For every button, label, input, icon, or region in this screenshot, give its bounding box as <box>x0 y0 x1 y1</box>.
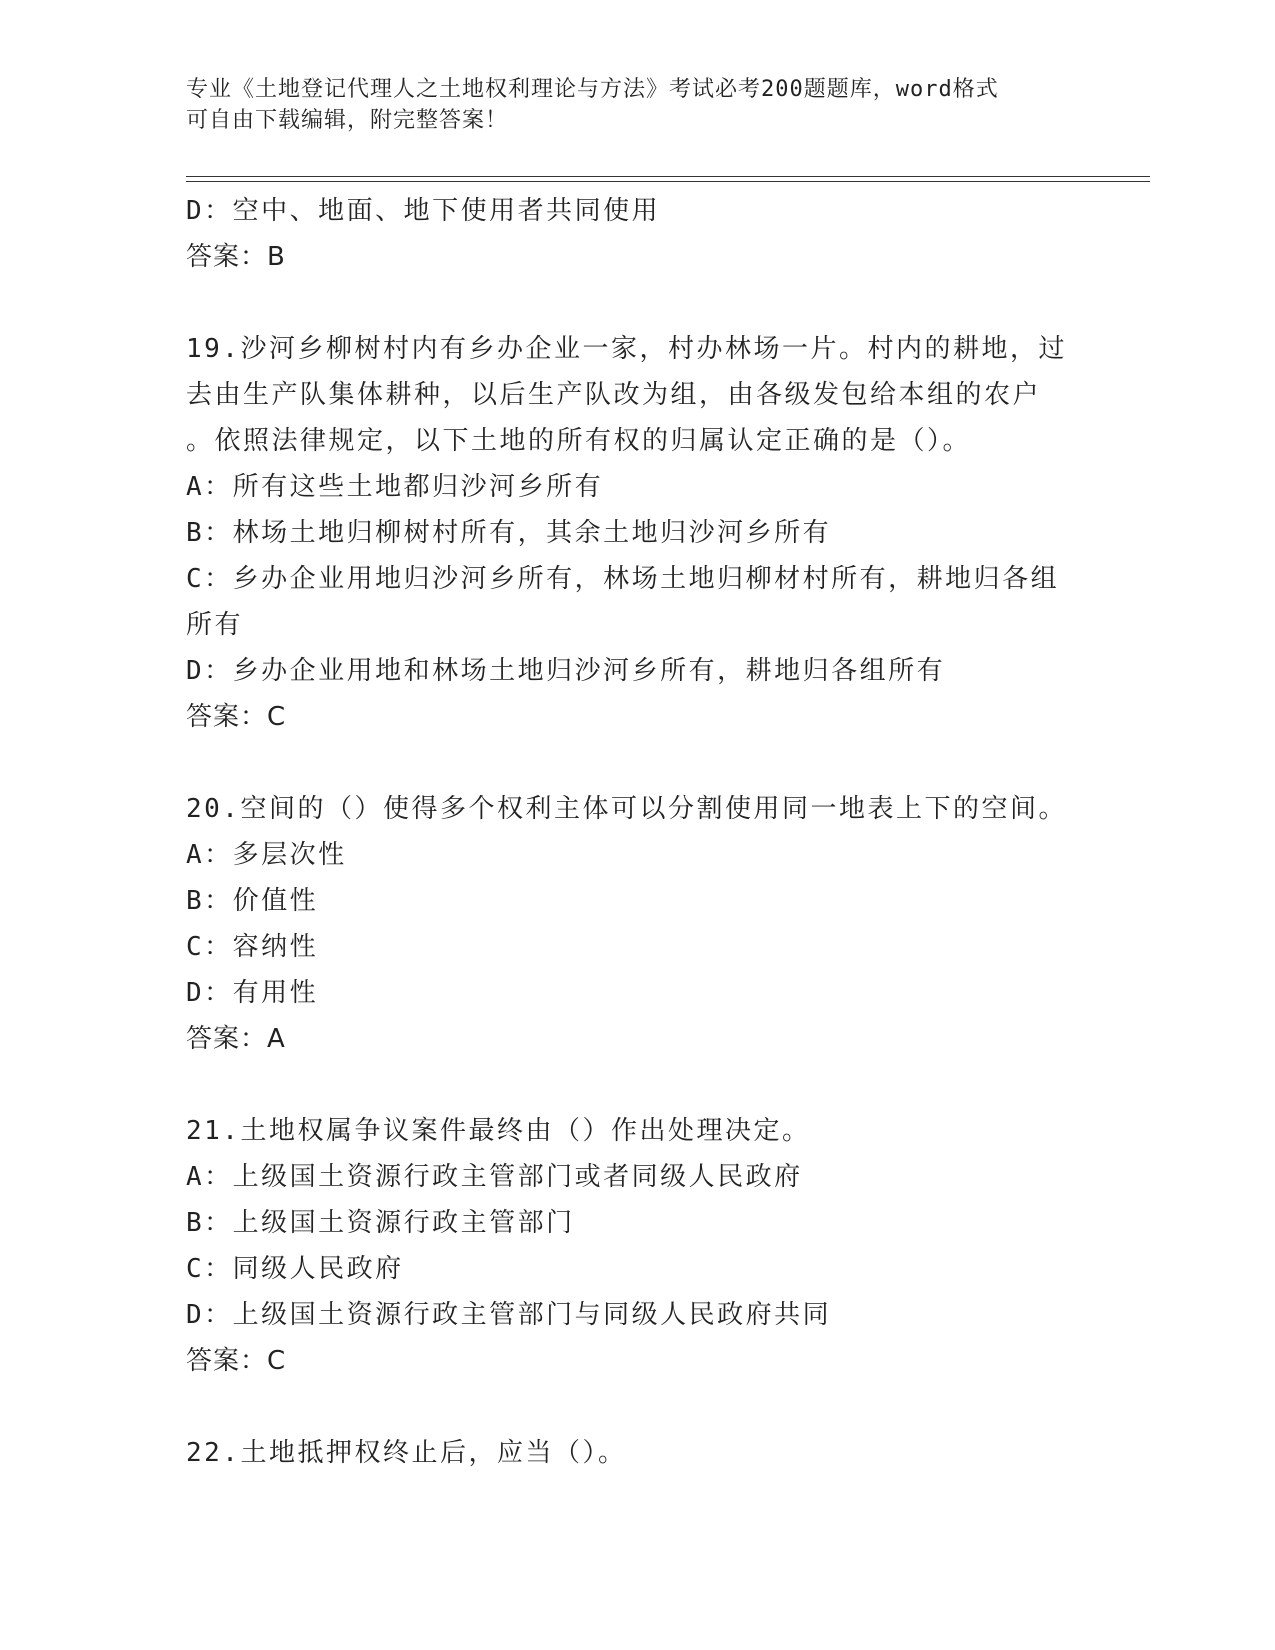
question-stem-line: 。依照法律规定，以下土地的所有权的归属认定正确的是（）。 <box>186 426 972 456</box>
option-d: D：乡办企业用地和林场土地归沙河乡所有，耕地归各组所有 <box>186 656 946 686</box>
spacer <box>186 1384 1086 1430</box>
question-stem-line: 19.沙河乡柳树村内有乡办企业一家，村办林场一片。村内的耕地，过 <box>186 334 1067 364</box>
option-d: D：有用性 <box>186 978 319 1008</box>
question-19 <box>186 326 1086 740</box>
option-d: D：空中、地面、地下使用者共同使用 <box>186 196 661 226</box>
answer-line: 答案：C <box>186 1346 287 1376</box>
option-a: A：所有这些土地都归沙河乡所有 <box>186 472 604 502</box>
question-stem-line: 22.土地抵押权终止后，应当（）。 <box>186 1438 627 1468</box>
option-c-continued: 所有 <box>186 610 244 640</box>
option-c: C：容纳性 <box>186 932 319 962</box>
question-list <box>186 188 1086 1476</box>
option-b: B：林场土地归柳树村所有，其余土地归沙河乡所有 <box>186 518 832 548</box>
question-stem-line: 去由生产队集体耕种，以后生产队改为组，由各级发包给本组的农户 <box>186 380 1042 410</box>
question-stem-line: 20.空间的（）使得多个权利主体可以分割使用同一地表上下的空间。 <box>186 794 1067 824</box>
question-20 <box>186 786 1086 1062</box>
previous-question-tail <box>186 188 1086 280</box>
answer-line: 答案：A <box>186 1024 286 1054</box>
header-line-1: 专业《土地登记代理人之土地权利理论与方法》考试必考200题题库，word格式 <box>186 77 999 102</box>
option-c: C：同级人民政府 <box>186 1254 404 1284</box>
option-d: D：上级国土资源行政主管部门与同级人民政府共同 <box>186 1300 832 1330</box>
option-c: C：乡办企业用地归沙河乡所有，林场土地归柳材村所有，耕地归各组 <box>186 564 1060 594</box>
option-b: B：上级国土资源行政主管部门 <box>186 1208 575 1238</box>
option-b: B：价值性 <box>186 886 319 916</box>
spacer <box>186 280 1086 326</box>
question-22 <box>186 1430 1086 1476</box>
answer-line: 答案：C <box>186 702 287 732</box>
answer-line: 答案：B <box>186 242 286 272</box>
header-divider-bottom <box>186 181 1150 182</box>
question-21 <box>186 1108 1086 1384</box>
document-header <box>186 74 1066 136</box>
option-a: A：多层次性 <box>186 840 347 870</box>
header-divider-top <box>186 176 1150 177</box>
option-a: A：上级国土资源行政主管部门或者同级人民政府 <box>186 1162 803 1192</box>
spacer <box>186 740 1086 786</box>
question-stem-line: 21.土地权属争议案件最终由（）作出处理决定。 <box>186 1116 811 1146</box>
spacer <box>186 1062 1086 1108</box>
header-line-2: 可自由下载编辑，附完整答案！ <box>186 108 509 133</box>
